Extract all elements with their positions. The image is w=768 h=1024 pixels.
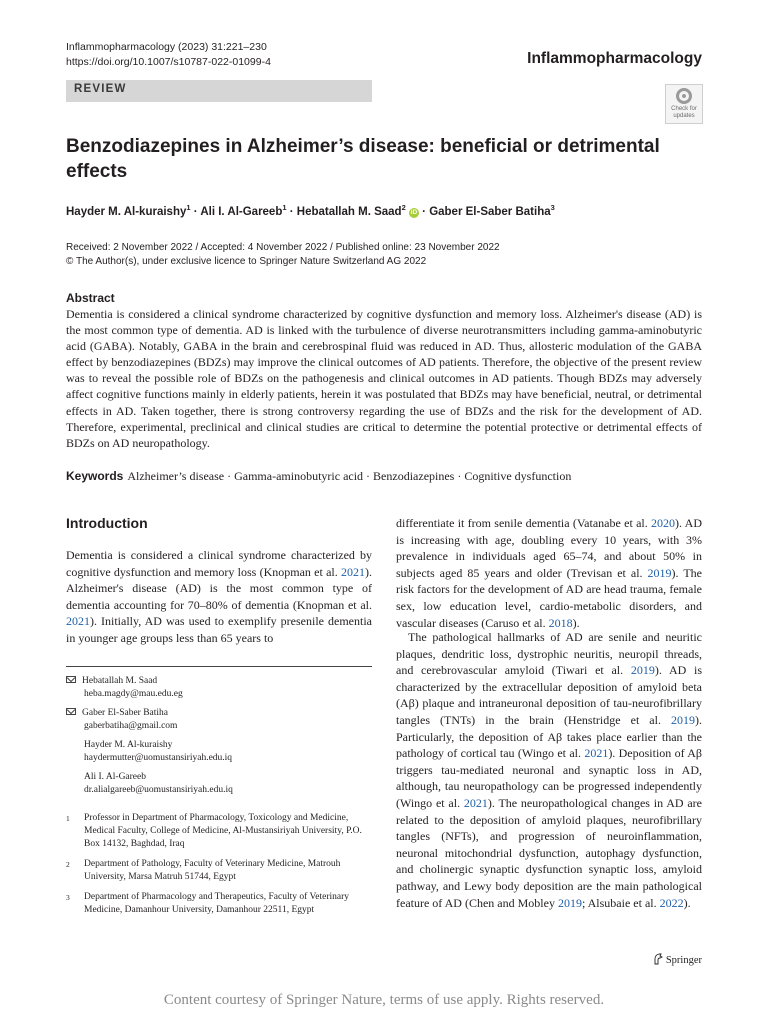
publication-dates (66, 241, 500, 269)
author-name[interactable]: Hebatallah M. Saad (296, 205, 402, 218)
article-type-label: REVIEW (74, 83, 127, 95)
body-text-run: ). Deposition of Aβ triggers tau-mediated neuronal and synaptic loss in AD, although, tau neuropathology can be progressed independently (Wingo et al. (396, 746, 703, 810)
corr-name: Gaber El-Saber Batiha (82, 708, 168, 718)
check-for-updates-icon (676, 88, 692, 104)
section-heading: Introduction (66, 515, 148, 531)
publisher-mark (653, 953, 702, 966)
keywords-list: Alzheimer’s disease · Gamma-aminobutyric acid · Benzodiazepines · Cognitive dysfunction (127, 469, 572, 483)
corr-name: Hebatallah M. Saad (82, 676, 158, 686)
envelope-icon (66, 676, 76, 683)
correspondence-entry (66, 739, 372, 765)
author-separator: · (190, 205, 201, 218)
body-text-run: ). The risk factors for the development of AD are head trauma, female sex, low education level, cardio-metabolic disorders, and vascular diseases (Caruso et al. (396, 565, 702, 630)
citation-link[interactable]: 2019 (647, 565, 672, 580)
doi-link[interactable]: https://doi.org/10.1007/s10787-022-01099-4 (66, 56, 271, 68)
check-line1: Check for (671, 106, 697, 112)
author-separator: · (418, 205, 430, 218)
intro-paragraph-1 (66, 547, 372, 647)
intro-paragraph-3 (396, 629, 702, 911)
affiliation-text: Department of Pathology, Faculty of Veterinary Medicine, Matrouh University, Marsa Matruh 51744, Egypt (84, 859, 341, 882)
citation-link[interactable]: 2022 (659, 895, 684, 910)
correspondence-entry (66, 707, 372, 733)
body-text-run: ). AD is characterized by the extracellular deposition of amyloid beta (Aβ) plaque and intraneuronal deposition of tau-neurofibrillary tangles (TNTs) in the brain (Henstridge et al. (396, 663, 703, 727)
intro-paragraph-2 (396, 515, 702, 631)
author-separator: · (286, 205, 297, 218)
citation-link[interactable]: 2021 (66, 614, 90, 629)
affiliation-text: Department of Pharmacology and Therapeutics, Faculty of Veterinary Medicine, Damanhour University, Damanhour 22511, Egypt (84, 892, 350, 915)
publisher-name: Springer (665, 955, 702, 966)
citation-link[interactable]: 2019 (557, 895, 582, 910)
correspondence-entry (66, 675, 372, 701)
springer-horse-icon (653, 953, 663, 965)
check-for-updates-badge[interactable] (665, 84, 703, 124)
footnote-divider (66, 666, 372, 667)
body-text-run: Dementia is considered a clinical syndrome characterized by cognitive dysfunction and memory loss (Knopman et al. (66, 548, 372, 579)
corr-name: Ali I. Al-Gareeb (84, 772, 146, 782)
author-name[interactable]: Gaber El-Saber Batiha (429, 205, 551, 218)
affiliation-ref: 1 (186, 203, 191, 212)
check-line2: updates (673, 112, 695, 119)
body-text-run: ). Particularly, the deposition of Aβ takes place earlier than the pathology of cortical tau (Wingo et al. (396, 712, 702, 761)
citation-link[interactable]: 2019 (630, 663, 655, 678)
body-text-run: The pathological hallmarks of AD are senile and neuritic plaques, dendritic loss, dystrophic neuritis, neuropil threads, and cerebrovascular amyloid (Tiwari et al. (396, 630, 702, 678)
body-text-run: differentiate it from senile dementia (Vatanabe et al. (396, 516, 652, 530)
body-text-run: ). Alzheimer's disease (AD) is the most common type of dementia accounting for 70–80% of dementia (Knopman et al. (66, 564, 372, 612)
affiliation-ref: 1 (282, 203, 287, 212)
corr-name: Hayder M. Al-kuraishy (84, 740, 173, 750)
affiliation-entry (66, 812, 372, 851)
journal-citation (66, 40, 271, 70)
envelope-icon (66, 708, 76, 715)
keywords (66, 468, 702, 484)
journal-name: Inflammopharmacology (527, 50, 702, 67)
corr-email[interactable]: dr.alialgareeb@uomustansiriyah.edu.iq (84, 785, 233, 795)
corr-email[interactable]: haydermutter@uomustansiriyah.edu.iq (84, 753, 233, 763)
citation-link[interactable]: 2021 (584, 746, 609, 761)
citation-link[interactable]: 2019 (671, 712, 695, 727)
article-title: Benzodiazepines in Alzheimer’s disease: beneficial or detrimental effects (66, 136, 660, 182)
abstract-text: Dementia is considered a clinical syndrome characterized by cognitive dysfunction and memory loss. Alzheimer's disease (AD) is the most common type of dementia. AD is linked with the turbulence of diverse neurotransmitters including gamma-aminobutyric acid (GABA). Notably, GABA in the brain and cerebrospinal fluid was reduced in AD. Thus, allosteric modulation of the GABA effect by benzodiazepines (BDZs) may improve the clinical outcomes of AD patients. Therefore, the objective of the present review was to reveal the possible role of BDZs on the pathogenesis and clinical outcomes in AD patients. Though BDZs may adversely affect cognitive functions mainly in elderly patients, herein it was postulated that BDZs may have beneficial, neutral, or detrimental effects in AD. Taken together, there is strong controversy regarding the use of BDZs and the risk for the development of AD. Therefore, experimental, preclinical and clinical studies are critical to determine the potential protective or detrimental effects of BDZs on AD neuropathology. (66, 307, 702, 450)
affiliation-entry (66, 891, 372, 917)
author-list (66, 203, 555, 218)
affiliation-number: 3 (66, 893, 70, 902)
affiliation-ref: 3 (550, 203, 555, 212)
dates-line: Received: 2 November 2022 / Accepted: 4 November 2022 / Published online: 23 November 2022 (66, 242, 500, 253)
corr-email[interactable]: gaberbatiha@gmail.com (84, 721, 178, 731)
citation-line: Inflammopharmacology (2023) 31:221–230 (66, 41, 267, 53)
orcid-icon[interactable]: iD (410, 208, 418, 216)
correspondence-block (66, 675, 372, 797)
correspondence-entry (66, 771, 372, 797)
courtesy-notice: Content courtesy of Springer Nature, terms of use apply. Rights reserved. (163, 992, 605, 1008)
affiliation-number: 1 (66, 814, 70, 823)
body-text-run: ). AD is increasing with age, doubling every 10 years, with 3% prevalence in individuals aged 65–74, and about 50% in subjects aged 85 years and older (Trevisan et al. (396, 516, 702, 580)
body-text-run: ). The neuropathological changes in AD are related to the deposition of amyloid plaques, neurofibrillary tangles (NFTs), and progression of neuroinflammation, neuronal mitochondrial dysfunction, autophagy dysfunction, and cholinergic synaptic dysfunction synaptic loss, amyloid pathway, and Lewy body deposition are the main pathological feature of AD (Chen and Mobley (396, 795, 702, 910)
keywords-heading: Keywords (66, 469, 124, 483)
body-text-run: ). Initially, AD was used to exemplify presenile dementia in younger age groups less than 65 years to (66, 614, 372, 645)
affiliation-number: 2 (66, 860, 70, 869)
affiliations-block (66, 812, 372, 917)
author-name[interactable]: Hayder M. Al-kuraishy (66, 205, 187, 218)
citation-link[interactable]: 2021 (341, 564, 365, 579)
citation-link[interactable]: 2020 (651, 516, 676, 530)
body-text-run: ; Alsubaie et al. (581, 895, 660, 910)
affiliation-ref: 2 (401, 203, 406, 212)
corr-email[interactable]: heba.magdy@mau.edu.eg (84, 689, 183, 699)
body-text-run: ). (683, 895, 691, 910)
citation-link[interactable]: 2021 (463, 795, 488, 810)
author-name[interactable]: Ali I. Al-Gareeb (200, 205, 283, 218)
abstract-heading: Abstract (66, 291, 115, 305)
copyright-line: © The Author(s), under exclusive licence to Springer Nature Switzerland AG 2022 (66, 256, 427, 267)
body-text-run: ). (572, 615, 580, 630)
affiliation-entry (66, 858, 372, 884)
affiliation-text: Professor in Department of Pharmacology, Toxicology and Medicine, Medical Faculty, College of Medicine, Al-Mustansiriyah University, P.O. Box 14132, Baghdad, Iraq (84, 813, 362, 849)
citation-link[interactable]: 2018 (548, 615, 573, 630)
